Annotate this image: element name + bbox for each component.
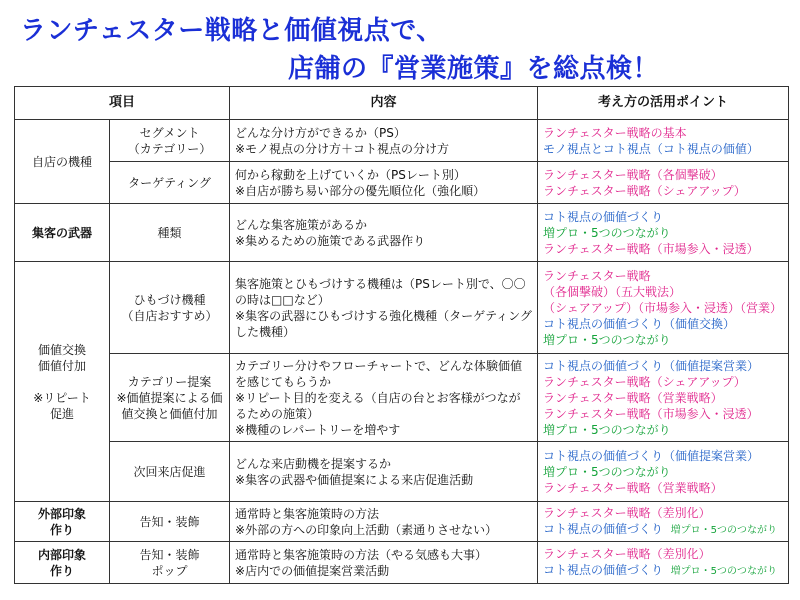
content-external: 通常時と集客施策時の方法 ※外部の方への印象向上活動（素通りさせない）	[230, 502, 538, 542]
table-row	[15, 262, 789, 354]
content-category-proposal: カテゴリー分けやフローチャートで、どんな体験価値を感じてもらうか ※リピート目的を変える（自店の台とお客様がつながるための施策） ※機種のレパートリーを増やす	[230, 354, 538, 442]
sub-types: 種類	[110, 204, 230, 262]
header-points: 考え方の活用ポイント	[538, 87, 789, 120]
page-title-line1: ランチェスター戦略と価値視点で、	[20, 16, 443, 46]
table-row	[15, 120, 789, 162]
points-category-proposal: コト視点の価値づくり（価値提案営業） ランチェスター戦略（シェアアップ） ランチェスター戦略（営業戦略） ランチェスター戦略（市場参入・浸透） 増プロ・5つのつながり	[538, 354, 789, 442]
points-linked-machines: ランチェスター戦略 （各個撃破）（五大戦法） （シェアアップ）（市場参入・浸透）（営業） コト視点の価値づくり（価値交換） 増プロ・5つのつながり	[538, 262, 789, 354]
category-own-machines: 自店の機種	[15, 120, 110, 204]
category-external-impression: 外部印象 作り	[15, 502, 110, 542]
table-row	[15, 502, 789, 542]
header-content: 内容	[230, 87, 538, 120]
strategy-table	[14, 86, 789, 584]
page-title-line2: 店舗の『営業施策』を総点検！	[288, 54, 660, 84]
table-row	[15, 542, 789, 584]
content-next-visit: どんな来店動機を提案するか ※集客の武器や価値提案による来店促進活動	[230, 442, 538, 502]
content-segment: どんな分け方ができるか（PS） ※モノ視点の分け方＋コト視点の分け方	[230, 120, 538, 162]
sub-notice-decoration: 告知・装飾	[110, 502, 230, 542]
table-row	[15, 204, 789, 262]
content-targeting: 何から稼動を上げていくか（PSレート別） ※自店が勝ち易い部分の優先順位化（強化順）	[230, 162, 538, 204]
sub-segment: セグメント （カテゴリー）	[110, 120, 230, 162]
sub-notice-pop: 告知・装飾 ポップ	[110, 542, 230, 584]
sub-next-visit: 次回来店促進	[110, 442, 230, 502]
table-row	[15, 162, 789, 204]
content-internal: 通常時と集客施策時の方法（やる気感も大事） ※店内での価値提案営業活動	[230, 542, 538, 584]
table-row	[15, 442, 789, 502]
content-linked-machines: 集客施策とひもづけする機種は（PSレート別で、〇〇の時は□□など） ※集客の武器にひもづけする強化機種（ターゲティングした機種）	[230, 262, 538, 354]
category-value-exchange: 価値交換 価値付加 ※リピート 促進	[15, 262, 110, 502]
table-row	[15, 354, 789, 442]
sub-targeting: ターゲティング	[110, 162, 230, 204]
header-item: 項目	[15, 87, 230, 120]
content-weapons: どんな集客施策があるか ※集めるための施策である武器作り	[230, 204, 538, 262]
points-weapons: コト視点の価値づくり 増プロ・5つのつながり ランチェスター戦略（市場参入・浸透）	[538, 204, 789, 262]
table-header-row	[15, 87, 789, 120]
points-next-visit: コト視点の価値づくり（価値提案営業） 増プロ・5つのつながり ランチェスター戦略（営業戦略）	[538, 442, 789, 502]
points-targeting: ランチェスター戦略（各個撃破） ランチェスター戦略（シェアアップ）	[538, 162, 789, 204]
sub-category-proposal: カテゴリー提案 ※価値提案による価値交換と価値付加	[110, 354, 230, 442]
sub-linked-machines: ひもづけ機種 （自店おすすめ）	[110, 262, 230, 354]
category-internal-impression: 内部印象 作り	[15, 542, 110, 584]
points-segment: ランチェスター戦略の基本 モノ視点とコト視点（コト視点の価値）	[538, 120, 789, 162]
points-internal: ランチェスター戦略（差別化） コト視点の価値づくり 増プロ・5つのつながり	[538, 542, 789, 584]
category-customer-weapons: 集客の武器	[15, 204, 110, 262]
points-external: ランチェスター戦略（差別化） コト視点の価値づくり 増プロ・5つのつながり	[538, 502, 789, 542]
